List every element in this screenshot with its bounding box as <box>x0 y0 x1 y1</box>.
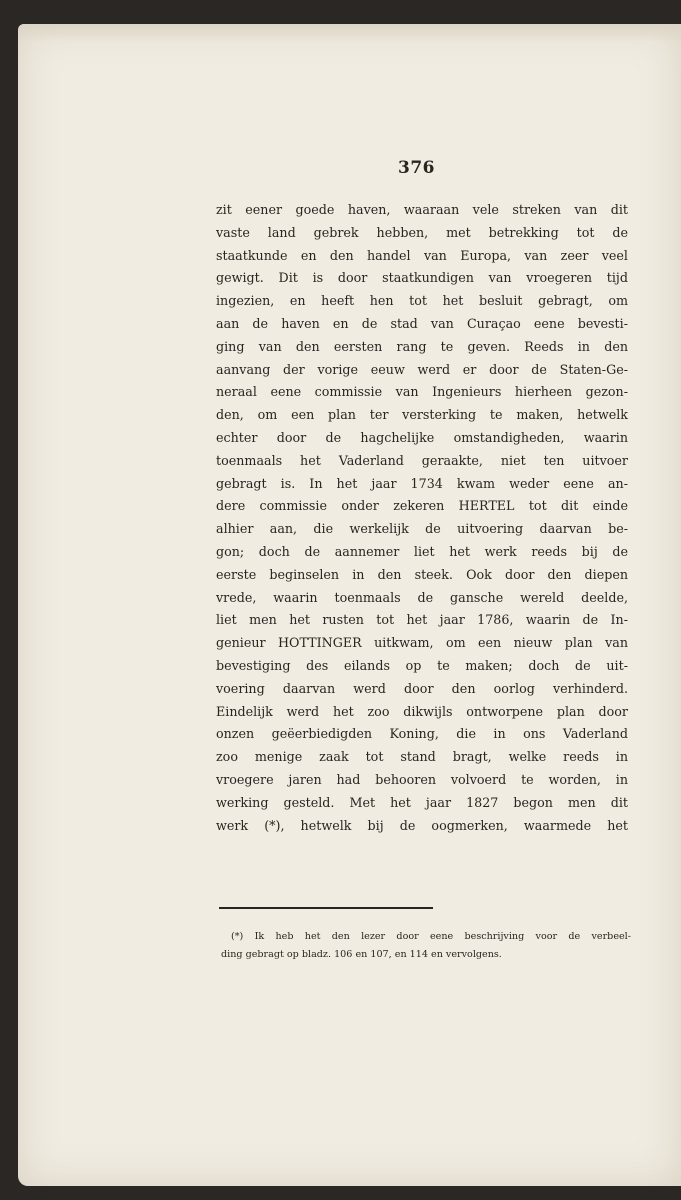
body-line: vroegere jaren had behooren volvoerd te worden, in <box>216 771 628 787</box>
body-line: gon; doch de aannemer liet het werk reeds bij de <box>216 543 628 559</box>
body-line: neraal eene commissie van Ingenieurs hierheen gezon- <box>216 384 628 400</box>
page-edge <box>18 24 681 42</box>
body-line: gebragt is. In het jaar 1734 kwam weder eene an- <box>216 475 628 491</box>
body-line: vrede, waarin toenmaals de gansche wereld deelde, <box>216 589 628 605</box>
body-line: ingezien, en heeft hen tot het besluit gebragt, om <box>216 293 628 309</box>
footnote-divider <box>219 907 433 909</box>
body-line: vaste land gebrek hebben, met betrekking tot de <box>216 224 628 240</box>
body-line: bevestiging des eilands op te maken; doch de uit- <box>216 657 628 673</box>
body-line: onzen geëerbiedigden Koning, die in ons Vaderland <box>216 726 628 742</box>
body-line: ging van den eersten rang te geven. Reeds in den <box>216 338 628 354</box>
footnote-line: ding gebragt op bladz. 106 en 107, en 114 en vervolgens. <box>221 949 502 960</box>
body-line: werking gesteld. Met het jaar 1827 begon men dit <box>216 794 628 810</box>
footnote <box>221 928 631 964</box>
body-line: dere commissie onder zekeren HERTEL tot dit einde <box>216 498 628 514</box>
body-line: den, om een plan ter versterking te maken, hetwelk <box>216 407 628 423</box>
body-text <box>216 199 628 837</box>
body-line: genieur HOTTINGER uitkwam, om een nieuw plan van <box>216 635 628 651</box>
footnote-line: (*) Ik heb het den lezer door eene beschrijving voor de verbeel- <box>231 931 631 942</box>
page-number: 376 <box>398 158 435 178</box>
body-line: echter door de hagchelijke omstandigheden, waarin <box>216 429 628 445</box>
body-line: gewigt. Dit is door staatkundigen van vroegeren tijd <box>216 270 628 286</box>
body-line: Eindelijk werd het zoo dikwijls ontworpene plan door <box>216 703 628 719</box>
body-line: zit eener goede haven, waaraan vele streken van dit <box>216 202 628 217</box>
body-line: aan de haven en de stad van Curaçao eene bevesti- <box>216 315 628 331</box>
body-line: eerste beginselen in den steek. Ook door den diepen <box>216 566 628 582</box>
body-line: alhier aan, die werkelijk de uitvoering daarvan be- <box>216 521 628 537</box>
body-line: toenmaals het Vaderland geraakte, niet ten uitvoer <box>216 452 628 468</box>
body-line: aanvang der vorige eeuw werd er door de Staten-Ge- <box>216 361 628 377</box>
body-line: zoo menige zaak tot stand bragt, welke reeds in <box>216 749 628 765</box>
body-line: voering daarvan werd door den oorlog verhinderd. <box>216 680 628 696</box>
body-line: staatkunde en den handel van Europa, van zeer veel <box>216 247 628 263</box>
body-line: liet men het rusten tot het jaar 1786, waarin de In- <box>216 612 628 628</box>
body-line: werk (*), hetwelk bij de oogmerken, waarmede het <box>216 817 628 833</box>
